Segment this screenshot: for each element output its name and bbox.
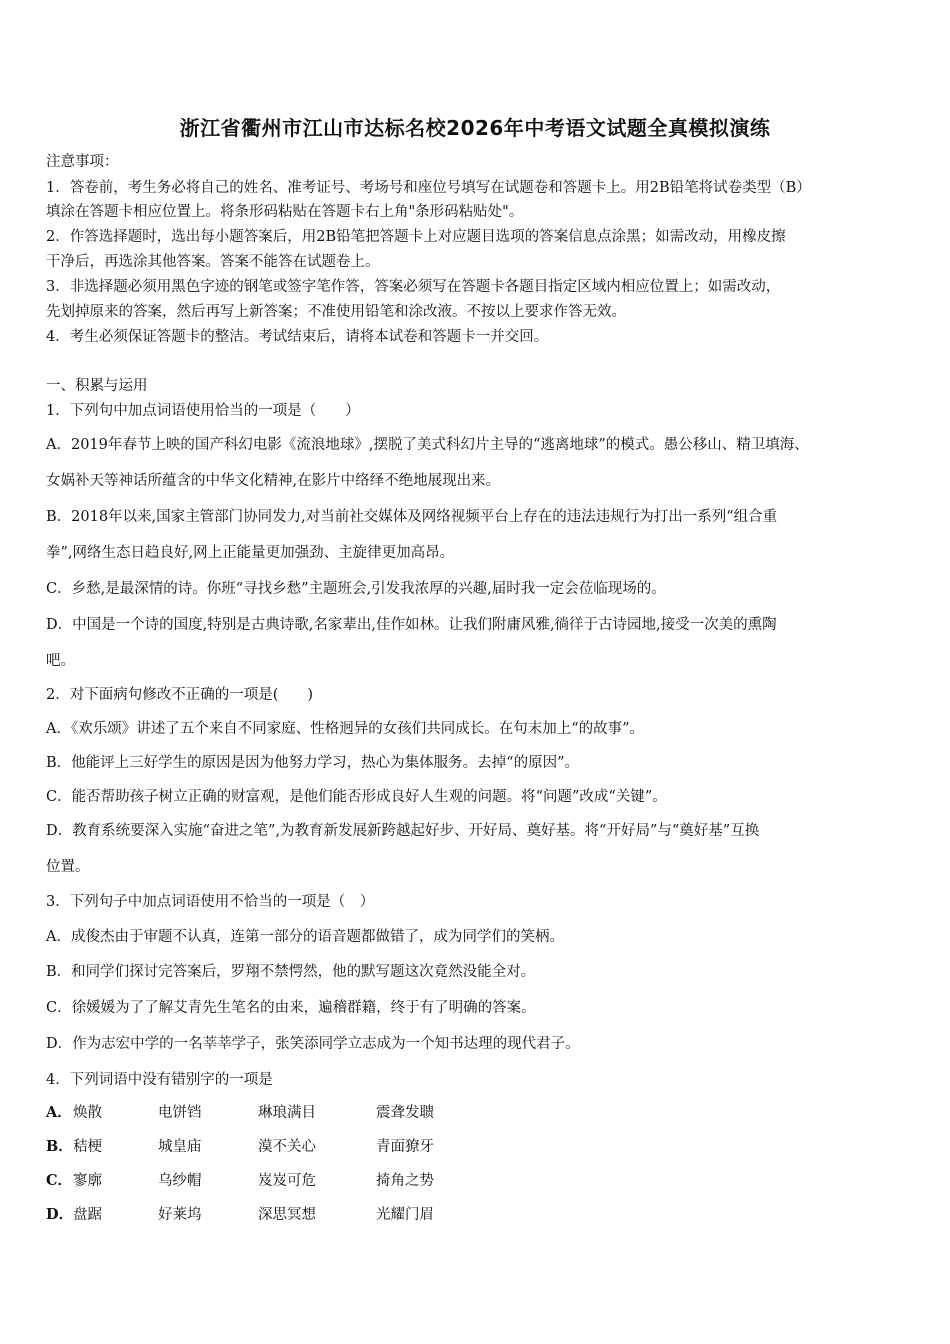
q2-option-line: D．教育系统要深入实施“奋进之笔”,为教育新发展新跨越起好步、开好局、奠好基。将“开好局”与“奠好基”互换 (46, 823, 760, 839)
question-4-stem: 4．下列词语中没有错别字的一项是 (46, 1072, 273, 1088)
option-word: 乌纱帽 (158, 1173, 202, 1189)
option-word: 焕散 (73, 1105, 102, 1121)
notice-line: 干净后，再选涂其他答案。答案不能答在试题卷上。 (46, 254, 380, 270)
question-1-stem: 1．下列句中加点词语使用恰当的一项是（ ） (46, 403, 360, 419)
option-word: 震聋发聩 (376, 1105, 434, 1121)
option-word: 电饼铛 (158, 1105, 202, 1121)
option-word: 秸梗 (73, 1139, 102, 1155)
q1-option-line: D．中国是一个诗的国度,特别是古典诗歌,名家辈出,佳作如林。让我们附庸风雅,徜徉于古诗园地,接受一次美的熏陶 (46, 617, 777, 633)
page-title: 浙江省衢州市江山市达标名校2026年中考语文试题全真模拟演练 (179, 116, 771, 140)
q3-option-line: B．和同学们探讨完答案后，罗翔不禁愕然，他的默写题这次竟然没能全对。 (46, 964, 536, 980)
q1-option-line: C．乡愁,是最深情的诗。你班“寻找乡愁”主题班会,引发我浓厚的兴趣,届时我一定会莅临现场的。 (46, 581, 666, 597)
q1-option-line: A．2019年春节上映的国产科幻电影《流浪地球》,摆脱了美式科幻片主导的“逃离地球”的模式。愚公移山、精卫填海、 (46, 437, 809, 453)
q3-option-line: D．作为志宏中学的一名莘莘学子，张笑添同学立志成为一个知书达理的现代君子。 (46, 1036, 580, 1052)
q1-option-line: 拳”,网络生态日趋良好,网上正能量更加强劲、主旋律更加高昂。 (46, 545, 455, 561)
option-word: 寥廓 (73, 1173, 102, 1189)
notice-line: 1．答卷前，考生务必将自己的姓名、准考证号、考场号和座位号填写在试题卷和答题卡上。用2B铅笔将试卷类型（B） (46, 180, 811, 196)
option-label: B． (46, 1138, 73, 1155)
q1-option-line: 吧。 (46, 653, 75, 669)
question-3-stem: 3．下列句子中加点词语使用不恰当的一项是（ ） (46, 894, 375, 910)
q2-option-line: B．他能评上三好学生的原因是因为他努力学习，热心为集体服务。去掉“的原因”。 (46, 755, 579, 771)
notice-line: 2．作答选择题时，选出每小题答案后，用2B铅笔把答题卡上对应题目选项的答案信息点涂黑；如需改动，用橡皮擦 (46, 229, 786, 245)
option-word: 盘踞 (73, 1207, 102, 1223)
option-word: 琳琅满目 (258, 1105, 316, 1121)
option-label: A． (46, 1104, 72, 1121)
option-word: 好莱坞 (158, 1207, 202, 1223)
option-word: 漠不关心 (258, 1139, 316, 1155)
notice-line: 3．非选择题必须用黑色字迹的钢笔或签字笔作答，答案必须写在答题卡各题目指定区域内相应位置上；如需改动， (46, 279, 781, 295)
q1-option-line: B．2018年以来,国家主管部门协同发力,对当前社交媒体及网络视频平台上存在的违法违规行为打出一系列“组合重 (46, 509, 778, 525)
q3-option-line: A．成俊杰由于审题不认真，连第一部分的语音题都做错了，成为同学们的笑柄。 (46, 929, 564, 945)
option-label: D． (46, 1206, 74, 1223)
section-heading: 一、积累与运用 (46, 378, 148, 394)
q2-option-line: 位置。 (46, 859, 90, 875)
option-word: 深思冥想 (258, 1207, 316, 1223)
notice-line: 4．考生必须保证答题卡的整洁。考试结束后，请将本试卷和答题卡一并交回。 (46, 329, 549, 345)
q3-option-line: C．徐媛媛为了了解艾青先生笔名的由来，遍稽群籍，终于有了明确的答案。 (46, 1000, 536, 1016)
option-label: C． (46, 1172, 73, 1189)
option-word: 青面獠牙 (376, 1139, 434, 1155)
question-2-stem: 2．对下面病句修改不正确的一项是( ) (46, 687, 314, 703)
notice-line: 填涂在答题卡相应位置上。将条形码粘贴在答题卡右上角"条形码粘贴处"。 (46, 204, 524, 220)
option-word: 岌岌可危 (258, 1173, 316, 1189)
notice-line: 先划掉原来的答案，然后再写上新答案；不准使用铅笔和涂改液。不按以上要求作答无效。 (46, 304, 626, 320)
notice-heading: 注意事项： (46, 154, 119, 170)
option-word: 掎角之势 (376, 1173, 434, 1189)
option-word: 城皇庙 (158, 1139, 202, 1155)
option-word: 光耀门眉 (376, 1207, 434, 1223)
q2-option-line: A．《欢乐颂》讲述了五个来自不同家庭、性格迥异的女孩们共同成长。在句末加上“的故事”。 (46, 721, 645, 737)
q1-option-line: 女娲补天等神话所蕴含的中华文化精神,在影片中络绎不绝地展现出来。 (46, 473, 501, 489)
q2-option-line: C．能否帮助孩子树立正确的财富观，是他们能否形成良好人生观的问题。将“问题”改成“关键”。 (46, 789, 667, 805)
